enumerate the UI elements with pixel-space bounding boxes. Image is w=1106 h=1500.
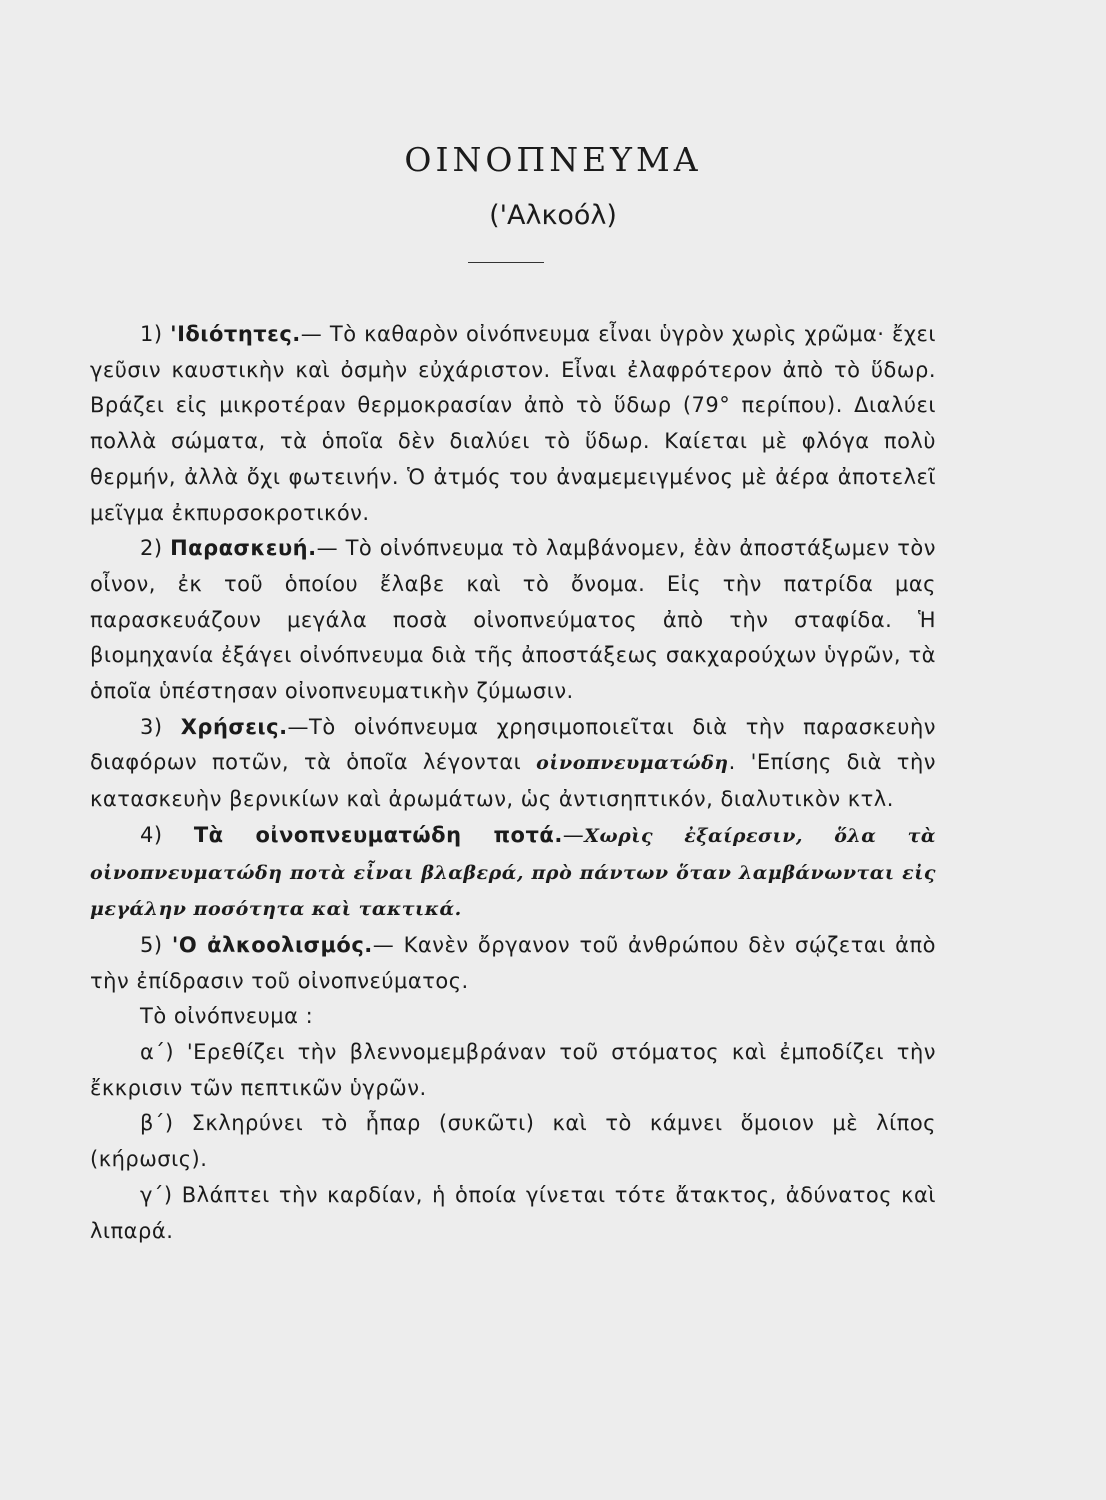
- section-text: Τὸ οἰνόπνευμα χρησιμοποιεῖται διὰ τὴν παρασκευὴν διαφόρων ποτῶν, τὰ ὁποῖα λέγονται: [90, 714, 936, 775]
- section-dash: —: [372, 932, 395, 957]
- section-text: Τὸ οἰνόπνευμα τὸ λαμβάνομεν, ἐὰν ἀποστάξωμεν τὸν οἶνον, ἐκ τοῦ ὁποίου ἔλαβε καὶ τὸ ὄνομα. Εἰς τὴν πατρίδα μας παρασκευάζουν μεγάλα ποσὰ οἰνοπνεύματος ἀπὸ τὴν σταφίδα. Ἡ βιομηχανία ἐξάγει οἰνόπνευμα διὰ τῆς ἀποστάξεως σακχαρούχων ὑγρῶν, τὰ ὁποῖα ὑπέστησαν οἰνοπνευματικὴν ζύμωσιν.: [90, 536, 936, 704]
- section-properties: [90, 317, 936, 531]
- section-number: 4): [140, 822, 163, 847]
- section-dash: —: [562, 822, 585, 847]
- section-dash: —: [287, 714, 310, 739]
- list-item: β΄) Σκληρύνει τὸ ἧπαρ (συκῶτι) καὶ τὸ κάμνει ὅμοιον μὲ λίπος (κήρωσις).: [90, 1111, 936, 1172]
- section-text: Κανὲν ὄργανον τοῦ ἀνθρώπου δὲν σῴζεται ἀπὸ τὴν ἐπίδρασιν τοῦ οἰνοπνεύματος.: [90, 932, 936, 993]
- section-heading: 'Ο ἀλκοολισμός.: [171, 932, 373, 957]
- section-text: Χωρὶς ἐξαίρεσιν, ὅλα τὰ οἰνοπνευματώδη ποτὰ εἶναι βλαβερά, πρὸ πάντων ὅταν λαμβάνωνται εἰς μεγάλην ποσότητα καὶ τακτικά.: [90, 824, 936, 921]
- section-number: 2): [140, 536, 163, 561]
- list-item: γ΄) Βλάπτει τὴν καρδίαν, ἡ ὁποία γίνεται τότε ἄτακτος, ἀδύνατος καὶ λιπαρά.: [90, 1182, 936, 1243]
- section-heading: Χρήσεις.: [180, 714, 288, 739]
- section-dash: —: [316, 536, 339, 561]
- section-heading: Παρασκευή.: [170, 536, 317, 561]
- section-alcoholic-drinks: [90, 818, 936, 928]
- section-number: 5): [140, 932, 163, 957]
- section-number: 3): [140, 714, 163, 739]
- title-divider: [468, 262, 544, 263]
- section-text: Τὸ καθαρὸν οἰνόπνευμα εἶναι ὑγρὸν χωρὶς χρῶμα· ἔχει γεῦσιν καυστικὴν καὶ ὀσμὴν εὐχάριστον. Εἶναι ἐλαφρότερον ἀπὸ τὸ ὕδωρ. Βράζει εἰς μικροτέραν θερμοκρασίαν ἀπὸ τὸ ὕδωρ (79° περίπου). Διαλύει πολλὰ σώματα, τὰ ὁποῖα δὲν διαλύει τὸ ὕδωρ. Καίεται μὲ φλόγα πολὺ θερμήν, ἀλλὰ ὄχι φωτεινήν. Ὁ ἀτμός του ἀναμεμειγμένος μὲ ἀέρα ἀποτελεῖ μεῖγμα ἐκπυρσοκροτικόν.: [90, 322, 936, 525]
- section-term: οἰνοπνευματώδη: [536, 752, 729, 775]
- section-heading: Τὰ οἰνοπνευματώδη ποτά.: [193, 822, 563, 847]
- section-dash: —: [300, 322, 323, 346]
- section-uses: [90, 710, 936, 818]
- section-number: 1): [140, 322, 163, 346]
- page-subtitle: ('Αλκοόλ): [489, 200, 617, 231]
- section-heading: 'Ιδιότητες.: [170, 322, 301, 346]
- list-intro: Τὸ οἰνόπνευμα :: [140, 1004, 314, 1029]
- section-alcoholism: [90, 928, 936, 999]
- section-preparation: [90, 531, 936, 710]
- text-body: [90, 317, 936, 1249]
- page-title: ΟΙΝΟΠΝΕΥΜΑ: [404, 140, 702, 179]
- list-item: α΄) 'Ερεθίζει τὴν βλεννομεμβράναν τοῦ στόματος καὶ ἐμποδίζει τὴν ἔκκρισιν τῶν πεπτικῶν ὑγρῶν.: [90, 1040, 936, 1100]
- section-text-continued: . 'Επίσης διὰ τὴν κατασκευὴν βερνικίων καὶ ἀρωμάτων, ὡς ἀντισηπτικόν, διαλυτικὸν κτλ.: [90, 750, 936, 812]
